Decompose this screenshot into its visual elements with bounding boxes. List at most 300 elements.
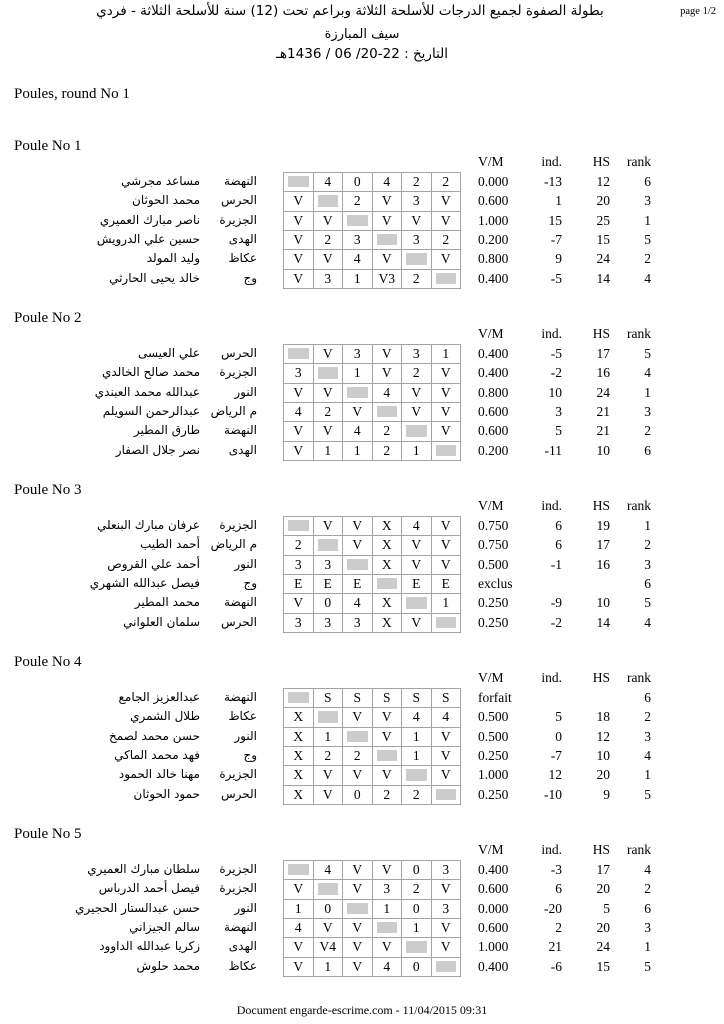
diagonal-cell (432, 786, 462, 805)
vm-value: exclus (478, 575, 513, 591)
rank-value: 2 (644, 423, 651, 439)
score-cell: 3 (432, 861, 462, 880)
fencer-name: فيصل أحمد الدرباس (98, 881, 200, 896)
scores-grid (283, 688, 461, 805)
score-cell: V (373, 192, 403, 211)
indicator-value: -5 (550, 346, 562, 361)
indicator-value: -10 (544, 786, 562, 802)
score-cell: 0 (314, 594, 344, 613)
rank-value: 4 (644, 862, 651, 877)
indicator-value: 1 (555, 193, 562, 209)
indicator-value: 0 (555, 728, 562, 744)
ind-column-header: ind. (541, 326, 562, 341)
diagonal-fill-box (377, 922, 398, 933)
diagonal-fill-box (377, 750, 398, 761)
score-cell: S (402, 689, 432, 708)
diagonal-cell (314, 708, 344, 727)
vm-value: 0.250 (478, 614, 509, 630)
rank-value: 3 (644, 556, 651, 572)
fencer-name: سلطان مبارك العميري (87, 862, 200, 876)
score-cell: 2 (432, 173, 462, 192)
fencer-name: عبدالله محمد العبندي (94, 384, 200, 399)
score-cell: 2 (314, 747, 344, 766)
diagonal-fill-box (288, 520, 309, 531)
score-cell: V (284, 422, 314, 441)
score-cell: V (343, 766, 373, 785)
fencer-name: محمد صالح الخالدي (101, 365, 200, 380)
vm-value: 0.600 (478, 919, 509, 935)
diagonal-fill-box (288, 864, 309, 875)
score-cell: V (284, 442, 314, 461)
scores-grid (283, 344, 461, 461)
club-name: النور (234, 728, 257, 743)
score-cell: V (373, 212, 403, 231)
indicator-value: 6 (555, 518, 562, 533)
diagonal-cell (432, 270, 462, 289)
score-cell: V (343, 536, 373, 555)
poule-title: Poule No 2 (14, 310, 82, 326)
score-cell: 4 (373, 173, 403, 192)
score-cell: 3 (343, 614, 373, 633)
indicator-value: -2 (550, 365, 562, 381)
fencer-name: عبدالرحمن السويلم (102, 403, 200, 418)
score-cell: V (402, 384, 432, 403)
fencer-name: محمد الحوثان (132, 193, 200, 208)
diagonal-fill-box (288, 692, 309, 703)
indicator-value: -11 (544, 442, 562, 458)
hits-scored-value: 17 (596, 537, 610, 553)
score-cell: 3 (314, 556, 344, 575)
diagonal-fill-box (347, 215, 368, 226)
hits-scored-value: 16 (596, 365, 610, 381)
club-name: الجزيرة (219, 881, 257, 896)
score-cell: 1 (314, 958, 344, 977)
score-cell: 3 (402, 231, 432, 250)
score-cell: E (284, 575, 314, 594)
score-cell: V (432, 250, 462, 269)
diagonal-fill-box (406, 425, 427, 436)
hits-scored-value: 21 (596, 403, 610, 419)
poule-title: Poule No 5 (14, 826, 82, 842)
diagonal-cell (402, 766, 432, 785)
club-name: وج (243, 747, 257, 762)
diagonal-fill-box (406, 941, 427, 952)
fencer-name: أحمد الطيب (139, 537, 200, 552)
score-cell: 1 (284, 900, 314, 919)
score-cell: 1 (402, 919, 432, 938)
club-name: النهضة (224, 595, 257, 610)
rank-value: 5 (644, 346, 651, 361)
score-cell: 4 (314, 861, 344, 880)
score-cell: V3 (373, 270, 403, 289)
hs-column-header: HS (592, 154, 610, 169)
indicator-value: -20 (544, 900, 562, 916)
fencer-name: سلمان العلواني (123, 614, 200, 629)
hits-scored-value: 20 (596, 919, 610, 935)
fencer-name: محمد المطير (134, 595, 200, 610)
score-cell: 3 (402, 192, 432, 211)
score-cell: S (373, 689, 403, 708)
indicator-value: -6 (550, 958, 562, 974)
hits-scored-value: 25 (596, 212, 610, 228)
hits-scored-value: 20 (596, 193, 610, 209)
diagonal-fill-box (377, 406, 398, 417)
score-cell: 4 (402, 708, 432, 727)
club-name: وج (243, 575, 257, 590)
diagonal-cell (314, 364, 344, 383)
hits-scored-value: 15 (596, 958, 610, 974)
indicator-value: 2 (555, 919, 562, 935)
hs-column-header: HS (592, 842, 610, 857)
diagonal-cell (373, 403, 403, 422)
poule-section-5 (0, 827, 724, 999)
score-cell: E (343, 575, 373, 594)
vm-value: 0.800 (478, 251, 509, 267)
poule-title: Poule No 3 (14, 482, 82, 498)
hits-scored-value: 24 (596, 939, 610, 955)
score-cell: 3 (402, 345, 432, 364)
club-name: الحرس (220, 614, 257, 629)
club-name: الهدى (228, 939, 257, 954)
fencer-name: طلال الشمري (130, 709, 200, 724)
club-name: الحرس (220, 346, 257, 360)
club-name: الجزيرة (219, 365, 257, 380)
diagonal-fill-box (406, 253, 427, 264)
score-cell: V (343, 938, 373, 957)
club-name: النهضة (224, 919, 257, 934)
score-cell: 0 (402, 861, 432, 880)
indicator-value (496, 574, 562, 593)
club-name: النور (234, 384, 257, 399)
hits-scored-value: 9 (603, 786, 610, 802)
vm-value: 0.250 (478, 786, 509, 802)
score-cell: E (314, 575, 344, 594)
diagonal-fill-box (318, 367, 339, 378)
vm-column-header: V/M (478, 326, 504, 341)
diagonal-cell (314, 192, 344, 211)
indicator-value: -13 (544, 174, 562, 189)
rank-value: 2 (644, 709, 651, 725)
diagonal-cell (373, 919, 403, 938)
diagonal-cell (284, 517, 314, 536)
score-cell: V (432, 766, 462, 785)
rank-value: 5 (644, 958, 651, 974)
diagonal-fill-box (318, 883, 339, 894)
score-cell: V (343, 403, 373, 422)
score-cell: V (314, 786, 344, 805)
club-name: م الرياض (210, 403, 257, 418)
score-cell: 1 (343, 270, 373, 289)
rank-value: 3 (644, 403, 651, 419)
score-cell: V (432, 384, 462, 403)
rank-value: 6 (644, 442, 651, 458)
score-cell: 3 (284, 364, 314, 383)
hs-column-header: HS (592, 326, 610, 341)
score-cell: 1 (432, 594, 462, 613)
diagonal-fill-box (318, 195, 339, 206)
poule-section-2 (0, 311, 724, 483)
score-cell: V (284, 212, 314, 231)
score-cell: 2 (402, 173, 432, 192)
diagonal-fill-box (318, 539, 339, 550)
score-cell: V (284, 594, 314, 613)
indicator-value: 9 (555, 251, 562, 267)
score-cell: V (284, 192, 314, 211)
diagonal-cell (284, 345, 314, 364)
rank-value: 3 (644, 193, 651, 209)
rank-value: 4 (644, 365, 651, 381)
score-cell: 0 (402, 900, 432, 919)
score-cell: X (284, 766, 314, 785)
round-title: Poules, round No 1 (14, 86, 130, 102)
score-cell: 2 (432, 231, 462, 250)
vm-value: 0.400 (478, 365, 509, 381)
score-cell: V (284, 231, 314, 250)
ind-column-header: ind. (541, 842, 562, 857)
score-cell: V (402, 556, 432, 575)
indicator-value: -3 (550, 862, 562, 877)
scores-grid (283, 860, 461, 977)
score-cell: 0 (343, 786, 373, 805)
score-cell: V (432, 422, 462, 441)
hits-scored-value (570, 574, 610, 593)
fencer-name: ناصر مبارك العميري (99, 212, 200, 227)
document-footer: Document engarde-escrime.com - 11/04/2015 09:31 (236, 1003, 488, 1017)
score-cell: 4 (343, 250, 373, 269)
score-cell: 2 (314, 403, 344, 422)
score-cell: 4 (373, 384, 403, 403)
poule-title: Poule No 4 (14, 654, 82, 670)
indicator-value: -5 (550, 270, 562, 286)
ind-column-header: ind. (541, 670, 562, 685)
score-cell: 4 (343, 422, 373, 441)
score-cell: V (343, 880, 373, 899)
club-name: الحرس (220, 193, 257, 208)
club-name: النور (234, 900, 257, 915)
vm-value: 0.500 (478, 728, 509, 744)
rank-value: 1 (644, 518, 651, 533)
rank-column-header: rank (627, 842, 651, 857)
score-cell: V (373, 766, 403, 785)
fencer-name: أحمد علي القروص (107, 556, 200, 571)
vm-column-header: V/M (478, 498, 504, 513)
diagonal-fill-box (288, 348, 309, 359)
hits-scored-value: 18 (596, 709, 610, 725)
hits-scored-value: 20 (596, 767, 610, 783)
diagonal-fill-box (347, 731, 368, 742)
rank-column-header: rank (627, 670, 651, 685)
fencer-name: حمود الحوثان (133, 786, 200, 801)
diagonal-cell (284, 861, 314, 880)
score-cell: 1 (314, 442, 344, 461)
score-cell: V (373, 728, 403, 747)
club-name: الجزيرة (219, 212, 257, 227)
score-cell: 3 (284, 556, 314, 575)
vm-value: 0.500 (478, 556, 509, 572)
vm-value: forfait (478, 690, 512, 705)
vm-value: 0.400 (478, 958, 509, 974)
score-cell: 2 (373, 786, 403, 805)
diagonal-fill-box (406, 597, 427, 608)
fencer-name: عبدالعزيز الجامع (118, 690, 200, 704)
score-cell: 4 (284, 403, 314, 422)
score-cell: 3 (373, 880, 403, 899)
score-cell: 1 (373, 900, 403, 919)
score-cell: 4 (284, 919, 314, 938)
score-cell: V (402, 536, 432, 555)
indicator-value: -9 (550, 595, 562, 611)
score-cell: V (314, 212, 344, 231)
score-cell: V (432, 517, 462, 536)
score-cell: V (284, 384, 314, 403)
tournament-title: بطولة الصفوة لجميع الدرجات للأسلحة الثلاثة وبراعم تحت (12) سنة للأسلحة الثلاثة - فردي (96, 3, 604, 19)
rank-value: 6 (644, 575, 651, 591)
club-name: عكاظ (228, 709, 257, 724)
diagonal-cell (432, 958, 462, 977)
club-name: م الرياض (210, 537, 257, 552)
club-name: الحرس (220, 786, 257, 801)
score-cell: V (432, 212, 462, 231)
hits-scored-value: 12 (596, 174, 610, 189)
score-cell: 4 (314, 173, 344, 192)
hits-scored-value: 17 (596, 346, 610, 361)
club-name: النهضة (224, 690, 257, 704)
rank-value: 4 (644, 747, 651, 763)
score-cell: 3 (284, 614, 314, 633)
vm-value: 0.200 (478, 442, 509, 458)
vm-column-header: V/M (478, 842, 504, 857)
score-cell: V (284, 958, 314, 977)
score-cell: 3 (432, 900, 462, 919)
diagonal-cell (314, 880, 344, 899)
indicator-value: 15 (548, 212, 562, 228)
score-cell: V (432, 728, 462, 747)
hits-scored-value: 24 (596, 251, 610, 267)
score-cell: 4 (343, 594, 373, 613)
date-line: التاريخ : 22-20/ 06 / 1436هـ (275, 46, 449, 62)
fencer-name: حسين علي الدرويش (96, 231, 200, 246)
diagonal-fill-box (377, 234, 398, 245)
score-cell: 4 (373, 958, 403, 977)
score-cell: V (402, 614, 432, 633)
score-cell: S (343, 689, 373, 708)
hits-scored-value: 15 (596, 231, 610, 247)
fencer-name: خالد يحيى الحارثي (109, 270, 200, 285)
hits-scored-value: 12 (596, 728, 610, 744)
score-cell: V (432, 403, 462, 422)
score-cell: V (432, 364, 462, 383)
indicator-value: 21 (548, 939, 562, 955)
hits-scored-value: 21 (596, 423, 610, 439)
vm-value: 0.000 (478, 900, 509, 916)
score-cell: V (314, 345, 344, 364)
score-cell: V (432, 192, 462, 211)
score-cell: V (402, 403, 432, 422)
diagonal-fill-box (377, 578, 398, 589)
score-cell: V (314, 250, 344, 269)
rank-value: 2 (644, 881, 651, 897)
rank-value: 2 (644, 537, 651, 553)
hs-column-header: HS (592, 498, 610, 513)
hs-column-header: HS (592, 670, 610, 685)
score-cell: V (314, 384, 344, 403)
score-cell: 2 (343, 747, 373, 766)
indicator-value (496, 688, 562, 707)
score-cell: X (373, 536, 403, 555)
scores-grid (283, 516, 461, 633)
diagonal-cell (402, 250, 432, 269)
rank-value: 2 (644, 251, 651, 267)
score-cell: S (432, 689, 462, 708)
score-cell: V (284, 880, 314, 899)
score-cell: V (343, 708, 373, 727)
score-cell: E (432, 575, 462, 594)
vm-column-header: V/M (478, 154, 504, 169)
diagonal-cell (343, 212, 373, 231)
score-cell: 1 (432, 345, 462, 364)
diagonal-fill-box (436, 617, 457, 628)
hits-scored-value: 10 (596, 595, 610, 611)
diagonal-fill-box (318, 711, 339, 722)
fencer-name: زكريا عبدالله الداوود (99, 939, 200, 954)
club-name: عكاظ (228, 251, 257, 266)
score-cell: 2 (373, 422, 403, 441)
score-cell: V (314, 919, 344, 938)
club-name: الجزيرة (219, 767, 257, 782)
poule-section-4 (0, 655, 724, 827)
indicator-value: 12 (548, 767, 562, 783)
hits-scored-value: 10 (596, 442, 610, 458)
score-cell: V (432, 938, 462, 957)
rank-value: 4 (644, 614, 651, 630)
score-cell: V (373, 938, 403, 957)
fencer-name: فهد محمد الماكي (114, 747, 200, 762)
hits-scored-value: 14 (596, 614, 610, 630)
score-cell: V (343, 958, 373, 977)
club-name: النور (234, 556, 257, 571)
hits-scored-value: 14 (596, 270, 610, 286)
score-cell: 1 (343, 364, 373, 383)
diagonal-cell (314, 536, 344, 555)
indicator-value: 6 (555, 881, 562, 897)
rank-value: 3 (644, 728, 651, 744)
score-cell: 2 (402, 364, 432, 383)
diagonal-fill-box (347, 903, 368, 914)
vm-value: 0.750 (478, 518, 509, 533)
diagonal-cell (284, 173, 314, 192)
fencer-name: علي العيسى (137, 346, 200, 360)
score-cell: 1 (343, 442, 373, 461)
score-cell: V (343, 861, 373, 880)
vm-value: 0.400 (478, 346, 509, 361)
rank-value: 5 (644, 786, 651, 802)
fencer-name: حسن محمد لصمخ (108, 728, 200, 743)
diagonal-cell (432, 442, 462, 461)
score-cell: V (432, 747, 462, 766)
score-cell: V (284, 938, 314, 957)
hits-scored-value: 20 (596, 881, 610, 897)
score-cell: 3 (343, 231, 373, 250)
club-name: وج (243, 270, 257, 285)
vm-value: 1.000 (478, 939, 509, 955)
fencer-name: نصر جلال الصفار (115, 442, 200, 457)
score-cell: V (284, 270, 314, 289)
indicator-value: 3 (555, 403, 562, 419)
scores-grid (283, 172, 461, 289)
score-cell: 2 (343, 192, 373, 211)
score-cell: X (284, 786, 314, 805)
score-cell: 1 (402, 747, 432, 766)
